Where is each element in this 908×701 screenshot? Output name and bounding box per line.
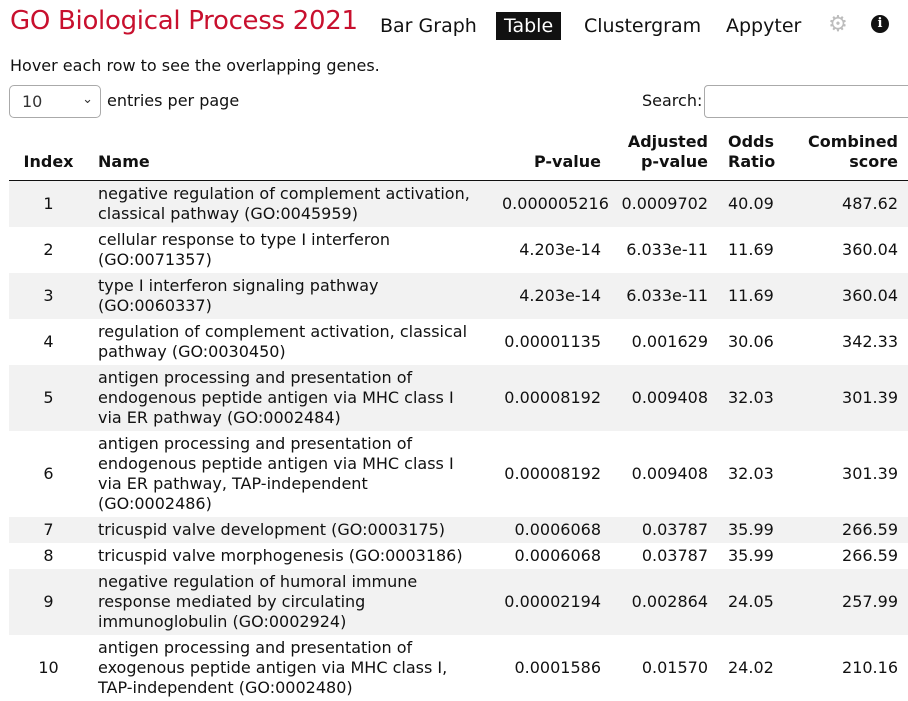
column-header-index[interactable]: Index xyxy=(9,126,88,181)
column-header-adjusted-pvalue[interactable] xyxy=(611,126,718,181)
cell-name: negative regulation of complement activation, classical pathway (GO:0045959) xyxy=(98,184,470,223)
table-row[interactable] xyxy=(9,635,908,701)
odds-ratio-label-line1: Odds xyxy=(728,132,775,151)
gear-icon[interactable]: ⚙ xyxy=(828,12,848,37)
cell-combined-score: 266.59 xyxy=(842,546,898,565)
table-row[interactable] xyxy=(9,431,908,517)
combined-score-label-line2: score xyxy=(849,152,898,171)
cell-adjusted-pvalue: 6.033e-11 xyxy=(626,286,708,305)
cell-index: 1 xyxy=(43,194,54,213)
table-row[interactable] xyxy=(9,319,908,365)
cell-odds-ratio: 32.03 xyxy=(728,388,774,407)
table-row[interactable] xyxy=(9,569,908,635)
cell-adjusted-pvalue: 0.001629 xyxy=(631,332,708,351)
cell-name: antigen processing and presentation of endogenous peptide antigen via MHC class I via ER pathway (GO:0002484) xyxy=(98,368,454,427)
cell-adjusted-pvalue: 0.002864 xyxy=(631,592,708,611)
nav-clustergram[interactable]: Clustergram xyxy=(584,15,702,37)
cell-name: type I interferon signaling pathway (GO:0060337) xyxy=(98,276,379,315)
page-size-select[interactable] xyxy=(9,85,101,118)
nav-bar-graph[interactable]: Bar Graph xyxy=(380,15,477,37)
table-row[interactable] xyxy=(9,365,908,431)
cell-combined-score: 301.39 xyxy=(842,388,898,407)
page-size-value: 10 xyxy=(22,92,43,111)
column-header-odds-ratio[interactable] xyxy=(718,126,783,181)
cell-index: 10 xyxy=(38,658,59,677)
cell-odds-ratio: 40.09 xyxy=(728,194,774,213)
cell-pvalue: 0.000005216 xyxy=(502,194,609,213)
cell-adjusted-pvalue: 0.0009702 xyxy=(621,194,708,213)
cell-combined-score: 266.59 xyxy=(842,520,898,539)
cell-name: antigen processing and presentation of exogenous peptide antigen via MHC class I, TAP-independent (GO:0002480) xyxy=(98,638,448,697)
cell-name: antigen processing and presentation of endogenous peptide antigen via MHC class I via ER pathway, TAP-independent (GO:0002486) xyxy=(98,434,454,513)
cell-combined-score: 257.99 xyxy=(842,592,898,611)
results-table xyxy=(9,126,908,701)
hover-hint: Hover each row to see the overlapping genes. xyxy=(10,56,380,75)
cell-index: 4 xyxy=(43,332,54,351)
cell-index: 5 xyxy=(43,388,54,407)
cell-pvalue: 0.00008192 xyxy=(504,464,601,483)
cell-adjusted-pvalue: 0.03787 xyxy=(641,520,708,539)
entries-per-page-label: entries per page xyxy=(107,91,240,110)
combined-score-label-line1: Combined xyxy=(807,132,898,151)
cell-index: 6 xyxy=(43,464,54,483)
adjusted-pvalue-label-line1: Adjusted xyxy=(627,132,708,151)
cell-adjusted-pvalue: 0.03787 xyxy=(641,546,708,565)
nav-appyter[interactable]: Appyter xyxy=(726,15,802,37)
cell-name: tricuspid valve development (GO:0003175) xyxy=(98,520,446,539)
cell-odds-ratio: 11.69 xyxy=(728,286,774,305)
cell-name: regulation of complement activation, classical pathway (GO:0030450) xyxy=(98,322,468,361)
cell-adjusted-pvalue: 0.009408 xyxy=(631,464,708,483)
cell-combined-score: 487.62 xyxy=(842,194,898,213)
cell-combined-score: 342.33 xyxy=(842,332,898,351)
table-row[interactable] xyxy=(9,273,908,319)
cell-pvalue: 4.203e-14 xyxy=(519,240,601,259)
cell-adjusted-pvalue: 0.009408 xyxy=(631,388,708,407)
cell-odds-ratio: 24.02 xyxy=(728,658,774,677)
cell-adjusted-pvalue: 6.033e-11 xyxy=(626,240,708,259)
cell-name: negative regulation of humoral immune response mediated by circulating immunoglobulin (GO:0002924) xyxy=(98,572,418,631)
cell-pvalue: 0.00008192 xyxy=(504,388,601,407)
adjusted-pvalue-label-line2: p-value xyxy=(640,152,708,171)
cell-pvalue: 0.0006068 xyxy=(514,520,601,539)
cell-combined-score: 301.39 xyxy=(842,464,898,483)
table-row[interactable] xyxy=(9,517,908,543)
column-header-combined-score[interactable] xyxy=(783,126,908,181)
column-header-name[interactable]: Name xyxy=(88,126,492,181)
table-row[interactable] xyxy=(9,181,908,228)
cell-pvalue: 0.0006068 xyxy=(514,546,601,565)
cell-index: 8 xyxy=(43,546,54,565)
cell-odds-ratio: 32.03 xyxy=(728,464,774,483)
cell-combined-score: 360.04 xyxy=(842,240,898,259)
cell-index: 9 xyxy=(43,592,54,611)
column-header-pvalue[interactable]: P-value xyxy=(492,126,611,181)
info-icon[interactable]: i xyxy=(871,15,889,33)
cell-pvalue: 4.203e-14 xyxy=(519,286,601,305)
cell-pvalue: 0.00001135 xyxy=(504,332,601,351)
table-header-row xyxy=(9,126,908,181)
cell-odds-ratio: 35.99 xyxy=(728,546,774,565)
cell-name: cellular response to type I interferon (GO:0071357) xyxy=(98,230,391,269)
cell-name: tricuspid valve morphogenesis (GO:0003186) xyxy=(98,546,463,565)
table-row[interactable] xyxy=(9,543,908,569)
odds-ratio-label-line2: Ratio xyxy=(728,152,776,171)
cell-adjusted-pvalue: 0.01570 xyxy=(641,658,708,677)
cell-odds-ratio: 11.69 xyxy=(728,240,774,259)
cell-pvalue: 0.0001586 xyxy=(514,658,601,677)
table-row[interactable] xyxy=(9,227,908,273)
cell-index: 2 xyxy=(43,240,54,259)
chevron-down-icon: ⌄ xyxy=(82,92,93,107)
search-input[interactable] xyxy=(704,85,908,118)
cell-combined-score: 360.04 xyxy=(842,286,898,305)
cell-odds-ratio: 35.99 xyxy=(728,520,774,539)
cell-index: 7 xyxy=(43,520,54,539)
search-label: Search: xyxy=(642,91,703,110)
cell-pvalue: 0.00002194 xyxy=(504,592,601,611)
cell-odds-ratio: 24.05 xyxy=(728,592,774,611)
cell-odds-ratio: 30.06 xyxy=(728,332,774,351)
cell-index: 3 xyxy=(43,286,54,305)
cell-combined-score: 210.16 xyxy=(842,658,898,677)
nav-table[interactable]: Table xyxy=(496,12,561,40)
page-title: GO Biological Process 2021 xyxy=(10,6,358,36)
